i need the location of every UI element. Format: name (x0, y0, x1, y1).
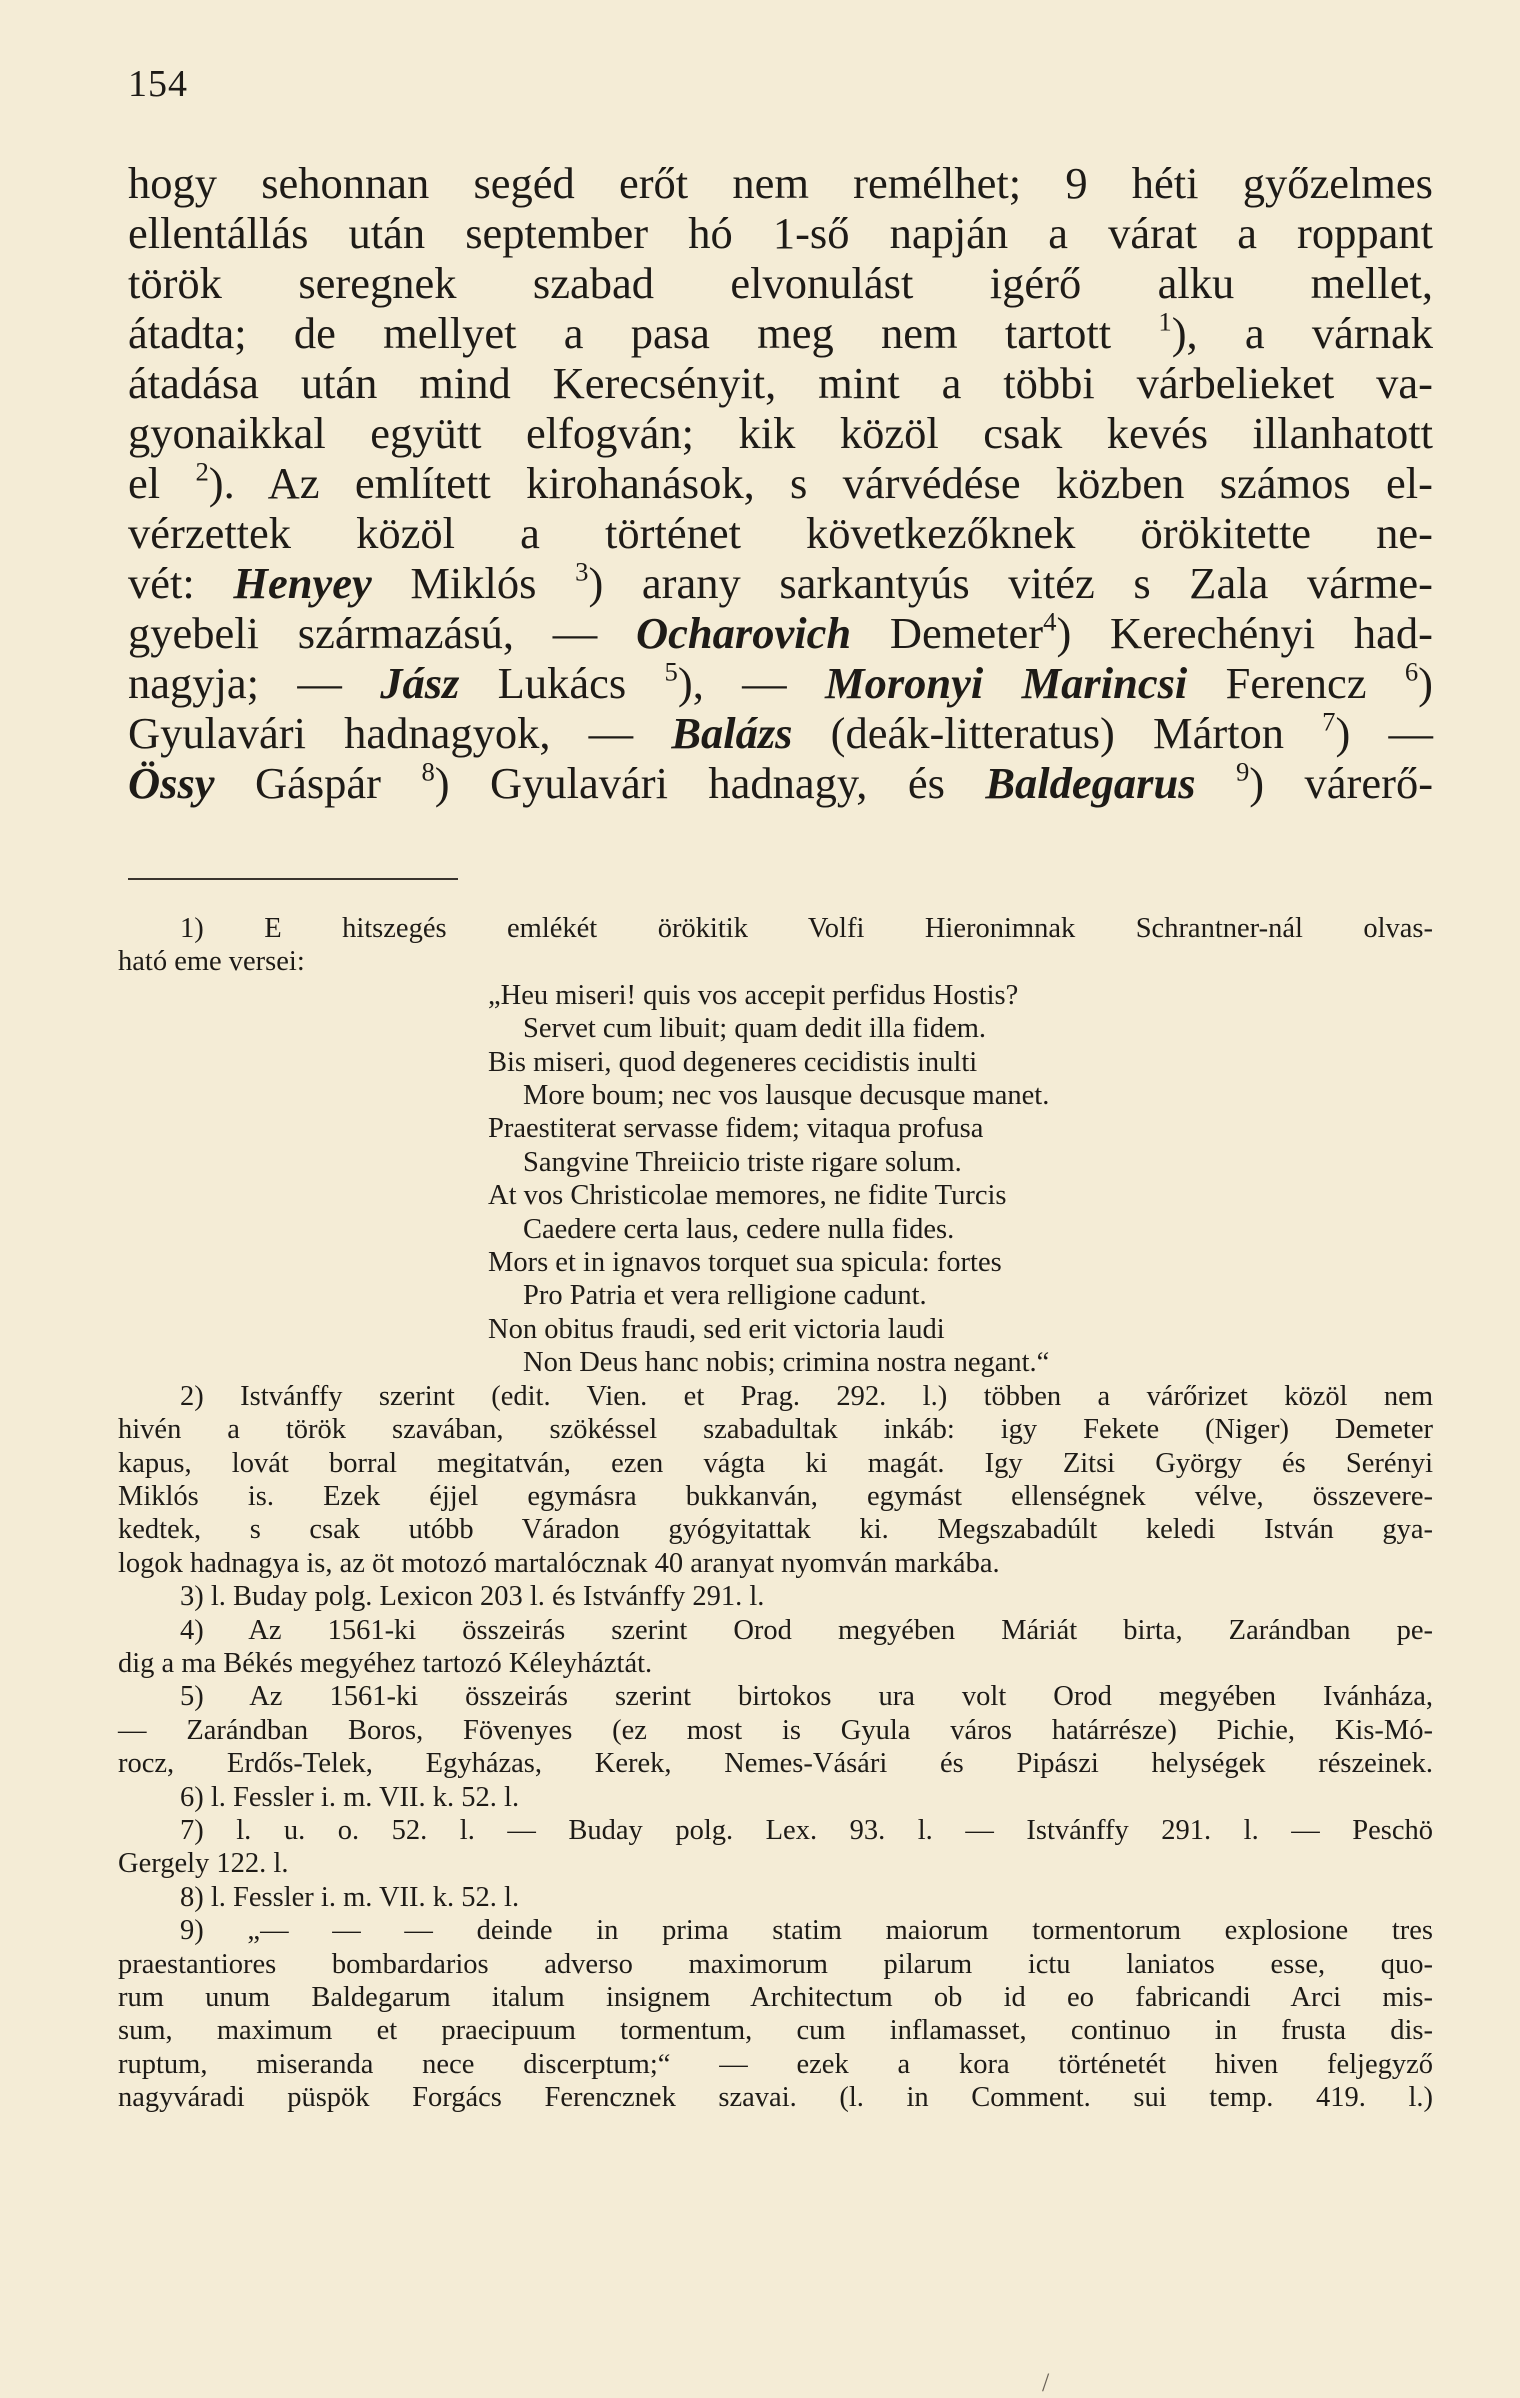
footnote-line: 3) l. Buday polg. Lexicon 203 l. és Istvánffy 291. l. (180, 1581, 765, 1613)
footnote-ref: 5 (664, 656, 678, 687)
footnote-line: dig a ma Békés megyéhez tartozó Kéleyháztát. (118, 1647, 653, 1679)
poem-line: Pro Patria et vera relligione cadunt. (523, 1280, 927, 1312)
person-name: Balázs (671, 708, 793, 758)
footnote-line: 7) l. u. o. 52. l. — Buday polg. Lex. 93. l. — Istvánffy 291. l. — Peschö (180, 1814, 1433, 1846)
poem-line: Caedere certa laus, cedere nulla fides. (523, 1213, 955, 1245)
footnote-line: Miklós is. Ezek éjjel egymásra bukkanván, egymást ellenségnek vélve, összevere- (118, 1480, 1433, 1512)
footnote-list (118, 1380, 1433, 2115)
footnote-divider (128, 878, 458, 880)
text-line: hogy sehonnan segéd erőt nem remélhet; 9 héti győzelmes (128, 158, 1433, 208)
text-line: gyebeli származású, — Ocharovich Demeter$^4$) Kerechényi had- (128, 606, 1433, 658)
text-line: vét: Henyey Miklós $^3$) arany sarkantyús vitéz s Zala várme- (128, 556, 1433, 608)
poem-line: Praestiterat servasse fidem; vitaqua profusa (488, 1113, 984, 1145)
footnote-ref: 2 (195, 456, 209, 487)
footnote-line: kedtek, s csak utóbb Váradon gyógyitattak ki. Megszabadúlt keledi István gya- (118, 1514, 1433, 1546)
latin-poem (118, 979, 1433, 1380)
footnote-ref: 4 (1043, 606, 1057, 637)
footnote-line: hivén a török szavában, szökéssel szabadultak inkáb: igy Fekete (Niger) Demeter (118, 1414, 1433, 1446)
text-line: török seregnek szabad elvonulást igérő alku mellet, (128, 258, 1433, 308)
footnote-line: 8) l. Fessler i. m. VII. k. 52. l. (180, 1881, 520, 1913)
footnote-line: Gergely 122. l. (118, 1848, 289, 1880)
footnote-ref: 9 (1235, 756, 1250, 787)
footnote-line: nagyváradi püspök Forgács Ferencznek szavai. (l. in Comment. sui temp. 419. l.) (118, 2082, 1433, 2114)
text-line: gyonaikkal együtt elfogván; kik közöl csak kevés illanhatott (128, 408, 1433, 458)
person-name: Henyey (233, 558, 372, 608)
poem-line: At vos Christicolae memores, ne fidite Turcis (488, 1180, 1007, 1212)
footnote-line: — Zarándban Boros, Fövenyes (ez most is Gyula város határrésze) Pichie, Kis-Mó- (118, 1714, 1433, 1746)
text-line: átadta; de mellyet a pasa meg nem tartott $^1$), a várnak (128, 306, 1433, 358)
footnote-ref: 8 (421, 756, 435, 787)
footnote-line: praestantiores bombardarios adverso maximorum pilarum ictu laniatos esse, quo- (118, 1948, 1433, 1980)
person-name: Baldegarus (985, 758, 1196, 808)
poem-line: Servet cum libuit; quam dedit illa fidem. (523, 1013, 987, 1045)
stray-mark: / (1042, 2368, 1050, 2397)
poem-line: More boum; nec vos lausque decusque manet. (523, 1080, 1050, 1112)
poem-line: Mors et in ignavos torquet sua spicula: fortes (488, 1247, 1002, 1279)
footnote-ref: 6 (1404, 656, 1419, 687)
footnote-line: 9) „— — — deinde in prima statim maiorum tormentorum explosione tres (180, 1915, 1433, 1947)
person-name: Moronyi Marincsi (825, 658, 1188, 708)
person-name: Jász (380, 658, 460, 708)
poem-line: Non obitus fraudi, sed erit victoria laudi (488, 1313, 945, 1345)
page-number: 154 (128, 63, 188, 105)
footnotes (118, 912, 1433, 2115)
footnote-ref: 7 (1322, 706, 1336, 737)
footnote-line: sum, maximum et praecipuum tormentum, cum inflamasset, continuo in frusta dis- (118, 2015, 1433, 2047)
footnote-ref: 1 (1158, 306, 1172, 337)
text-line: vérzettek közöl a történet következőknek örökitette ne- (128, 508, 1433, 558)
poem-line: „Heu miseri! quis vos accepit perfidus Hostis? (488, 979, 1019, 1011)
text-line: Gyulavári hadnagyok, — Balázs (deák-litteratus) Márton $^7$) — (128, 706, 1433, 758)
poem-line: Non Deus hanc nobis; crimina nostra negant.“ (523, 1347, 1050, 1379)
footnote-line: 5) Az 1561-ki összeirás szerint birtokos ura volt Orod megyében Ivánháza, (180, 1681, 1433, 1713)
person-name: Ocharovich (636, 608, 852, 658)
poem-line: Sangvine Threiicio triste rigare solum. (523, 1146, 962, 1178)
person-name: Össy (128, 758, 215, 808)
footnote-line: ruptum, miseranda nece discerptum;“ — ezek a kora történetét hiven feljegyző (118, 2048, 1433, 2080)
text-line: el $^2$). Az említett kirohanások, s várvédése közben számos el- (128, 456, 1433, 508)
footnote-line: logok hadnagya is, az öt motozó martalócznak 40 aranyat nyomván markába. (118, 1547, 1000, 1579)
footnote-line: 6) l. Fessler i. m. VII. k. 52. l. (180, 1781, 520, 1813)
footnote-line: kapus, lovát borral megitatván, ezen vágta ki magát. Igy Zitsi György és Serényi (118, 1447, 1433, 1479)
footnote-line: 2) Istvánffy szerint (edit. Vien. et Prag. 292. l.) többen a várőrizet közöl nem (180, 1380, 1433, 1412)
text-line: ellentállás után september hó 1-ső napján a várat a roppant (128, 208, 1433, 258)
footnote-line: rum unum Baldegarum italum insignem Architectum ob id eo fabricandi Arci mis- (118, 1982, 1433, 2013)
text-line: Össy Gáspár $^8$) Gyulavári hadnagy, és Baldegarus $^9$) várerő- (128, 756, 1434, 808)
poem-line: Bis miseri, quod degeneres cecidistis inulti (488, 1046, 978, 1078)
text-line: átadása után mind Kerecsényit, mint a többi várbelieket va- (128, 358, 1433, 408)
footnote-ref: 3 (575, 556, 589, 587)
main-text (128, 158, 1433, 808)
footnote-1-line: 1) E hitszegés emlékét örökitik Volfi Hieronimnak Schrantner-nál olvas- (180, 913, 1433, 944)
footnote-line: rocz, Erdős-Telek, Egyházas, Kerek, Nemes-Vásári és Pipászi helységek részeinek. (118, 1748, 1433, 1780)
text-line: nagyja; — Jász Lukács $^5$), — Moronyi Marincsi Ferencz $^6$) (128, 656, 1433, 708)
footnote-1-line: ható eme versei: (118, 946, 305, 978)
footnote-line: 4) Az 1561-ki összeirás szerint Orod megyében Máriát birta, Zarándban pe- (180, 1614, 1433, 1646)
